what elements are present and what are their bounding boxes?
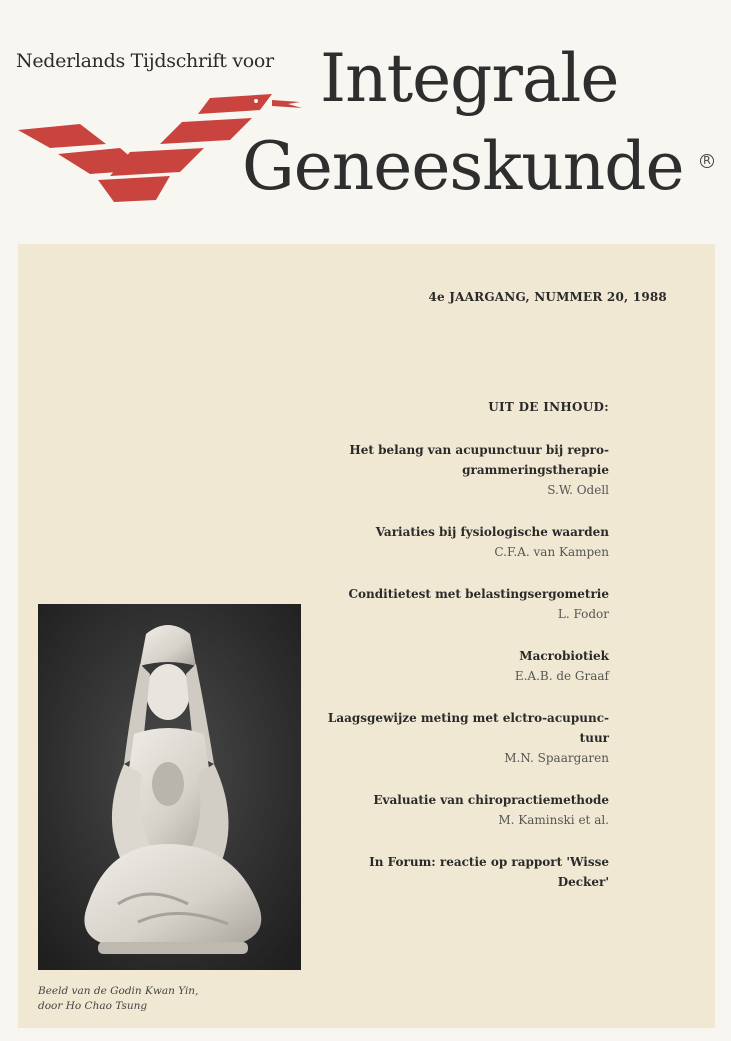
article-title: In Forum: reactie op rapport 'Wisse [369,855,609,869]
contents-item [309,790,609,830]
article-title: tuur [579,731,609,745]
contents-item [309,584,609,624]
article-title: Decker' [557,875,609,889]
journal-title-line2: Geneeskunde [242,128,684,205]
contents-item [309,852,609,892]
caption-line: door Ho Chao Tsung [38,1000,148,1012]
article-title: Macrobiotiek [519,649,609,663]
contents-item [309,522,609,562]
article-title: Evaluatie van chiropractiemethode [373,793,609,807]
article-title: Variaties bij fysiologische waarden [375,525,609,539]
statue-photo [38,604,301,970]
article-title: Conditietest met belastingsergometrie [348,587,609,601]
caption-line: Beeld van de Godin Kwan Yin, [38,985,199,997]
article-author: S.W. Odell [547,483,609,497]
article-title: Het belang van acupunctuur bij repro- [349,443,609,457]
article-author: M.N. Spaargaren [504,751,609,765]
article-author: L. Fodor [557,607,609,621]
issue-info: 4e JAARGANG, NUMMER 20, 1988 [428,290,667,304]
contents-item [309,708,609,768]
contents-item [309,646,609,686]
article-title: grammeringstherapie [462,463,609,477]
article-author: C.F.A. van Kampen [494,545,609,559]
contents-item [309,440,609,500]
table-of-contents [309,400,609,914]
article-title: Laagsgewijze meting met elctro-acupunc- [327,711,609,725]
journal-header [0,0,731,242]
registered-mark: R [700,154,714,168]
journal-title-line1: Integrale [320,40,619,117]
article-author: M. Kaminski et al. [498,813,609,827]
photo-caption [38,984,198,1014]
journal-subtitle: Nederlands Tijdschrift voor [16,50,274,72]
article-author: E.A.B. de Graaf [514,669,609,683]
kwan-yin-statue-icon [38,604,301,970]
contents-heading: UIT DE INHOUD: [488,400,609,414]
